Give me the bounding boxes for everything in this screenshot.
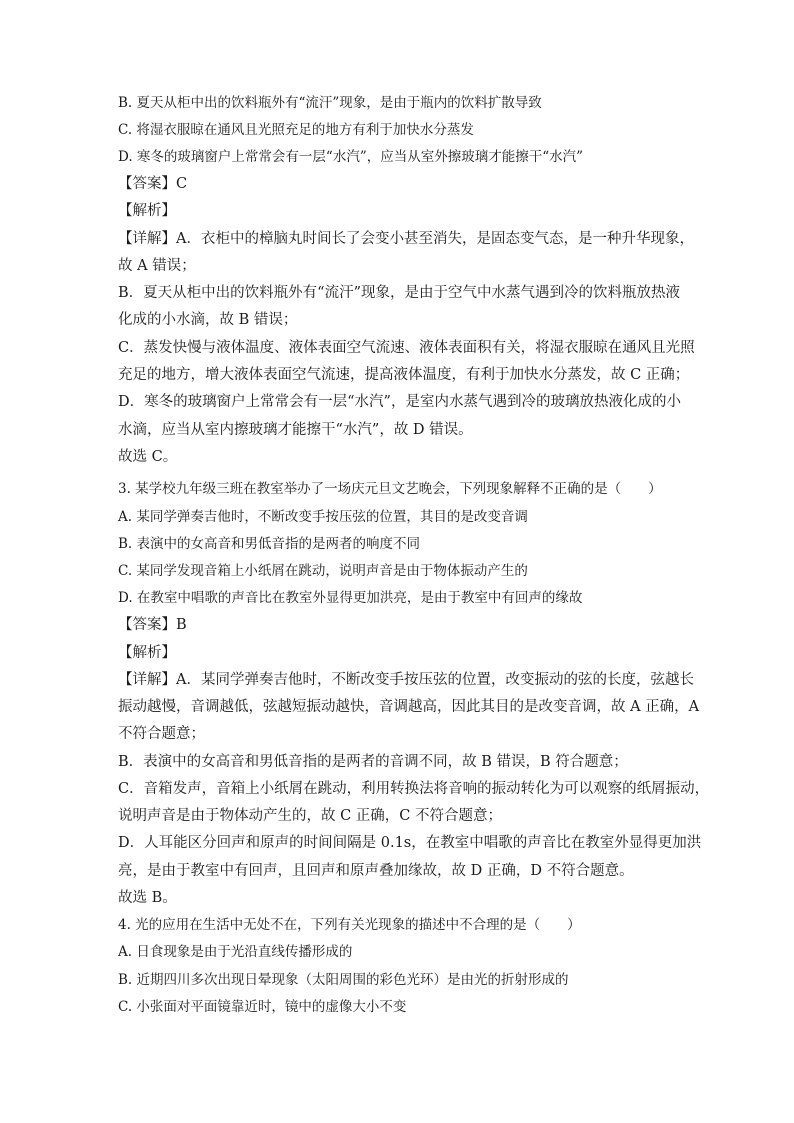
q3-detail-line: C．音箱发声，音箱上小纸屑在跳动，利用转换法将音响的振动转化为可以观察的纸屑振动，	[118, 781, 710, 797]
q3-detail-line: 【详解】A．某同学弹奏吉他时，不断改变手按压弦的位置，改变振动的弦的长度，弦越长	[118, 672, 694, 688]
q3-option-c: C. 某同学发现音箱上小纸屑在跳动，说明声音是由于物体振动产生的	[118, 563, 528, 579]
q3-detail-line: 振动越慢，音调越低，弦越短振动越快，音调越高，因此其目的是改变音调，故 A 正确，A	[118, 699, 700, 715]
q3-detail-line: 不符合题意；	[118, 726, 205, 742]
q2-conclusion: 故选 C。	[118, 449, 178, 465]
q3-option-d: D. 在教室中唱歌的声音比在教室外显得更加洪亮，是由于教室中有回声的缘故	[118, 590, 583, 606]
q2-option-c: C. 将湿衣服晾在通风且光照充足的地方有利于加快水分蒸发	[118, 122, 474, 138]
q2-answer: 【答案】C	[118, 176, 188, 192]
q2-detail-line: D．寒冬的玻璃窗户上常常会有一层“水汽”，是室内水蒸气遇到冷的玻璃放热液化成的小	[118, 394, 681, 410]
q2-detail-line: 故 A 错误；	[118, 258, 196, 274]
q4-option-c: C. 小张面对平面镜靠近时，镜中的虚像大小不变	[118, 999, 407, 1015]
q3-detail-line: 亮，是由于教室中有回声，且回声和原声叠加缘故，故 D 正确，D 不符合题意。	[118, 863, 634, 879]
q2-option-b: B. 夏天从柜中出的饮料瓶外有“流汗”现象，是由于瓶内的饮料扩散导致	[118, 95, 542, 111]
q2-detail-line: C．蒸发快慢与液体温度、液体表面空气流速、液体表面积有关，将湿衣服晾在通风且光照	[118, 340, 695, 356]
q3-detail-line: D．人耳能区分回声和原声的时间间隔是 0.1s，在教室中唱歌的声音比在教室外显得更加洪	[118, 835, 702, 851]
q3-stem: 3. 某学校九年级三班在教室举办了一场庆元旦文艺晚会，下列现象解释不正确的是（ ）	[118, 481, 662, 497]
q3-detail-line: 说明声音是由于物体动产生的，故 C 正确，C 不符合题意；	[118, 808, 503, 824]
q2-option-d: D. 寒冬的玻璃窗户上常常会有一层“水汽”，应当从室外擦玻璃才能擦干“水汽”	[118, 149, 584, 165]
q4-option-b: B. 近期四川多次出现日晕现象（太阳周围的彩色光环）是由光的折射形成的	[118, 972, 569, 988]
q2-detail-line: B．夏天从柜中出的饮料瓶外有“流汗”现象，是由于空气中水蒸气遇到冷的饮料瓶放热液	[118, 285, 680, 301]
q3-option-b: B. 表演中的女高音和男低音指的是两者的响度不同	[118, 536, 421, 552]
q4-option-a: A. 日食现象是由于光沿直线传播形成的	[118, 944, 353, 960]
q2-detail-line: 水滴，应当从室内擦玻璃才能擦干“水汽”，故 D 错误。	[118, 422, 473, 438]
q2-analysis-tag: 【解析】	[118, 203, 176, 219]
q3-conclusion: 故选 B。	[118, 890, 177, 906]
q4-stem: 4. 光的应用在生活中无处不在，下列有关光现象的描述中不合理的是（ ）	[118, 917, 581, 933]
q3-answer: 【答案】B	[118, 617, 187, 633]
q2-detail-line: 化成的小水滴，故 B 错误；	[118, 312, 298, 328]
q3-option-a: A. 某同学弹奏吉他时，不断改变手按压弦的位置，其目的是改变音调	[118, 509, 528, 525]
q3-analysis-tag: 【解析】	[118, 645, 176, 661]
q3-detail-line: B．表演中的女高音和男低音指的是两者的音调不同，故 B 错误，B 符合题意；	[118, 754, 628, 770]
q2-detail-line: 充足的地方，增大液体表面空气流速，提高液体温度，有利于加快水分蒸发，故 C 正确；	[118, 367, 690, 383]
q2-detail-line: 【详解】A．衣柜中的樟脑丸时间长了会变小甚至消失，是固态变气态，是一种升华现象，	[118, 231, 694, 247]
